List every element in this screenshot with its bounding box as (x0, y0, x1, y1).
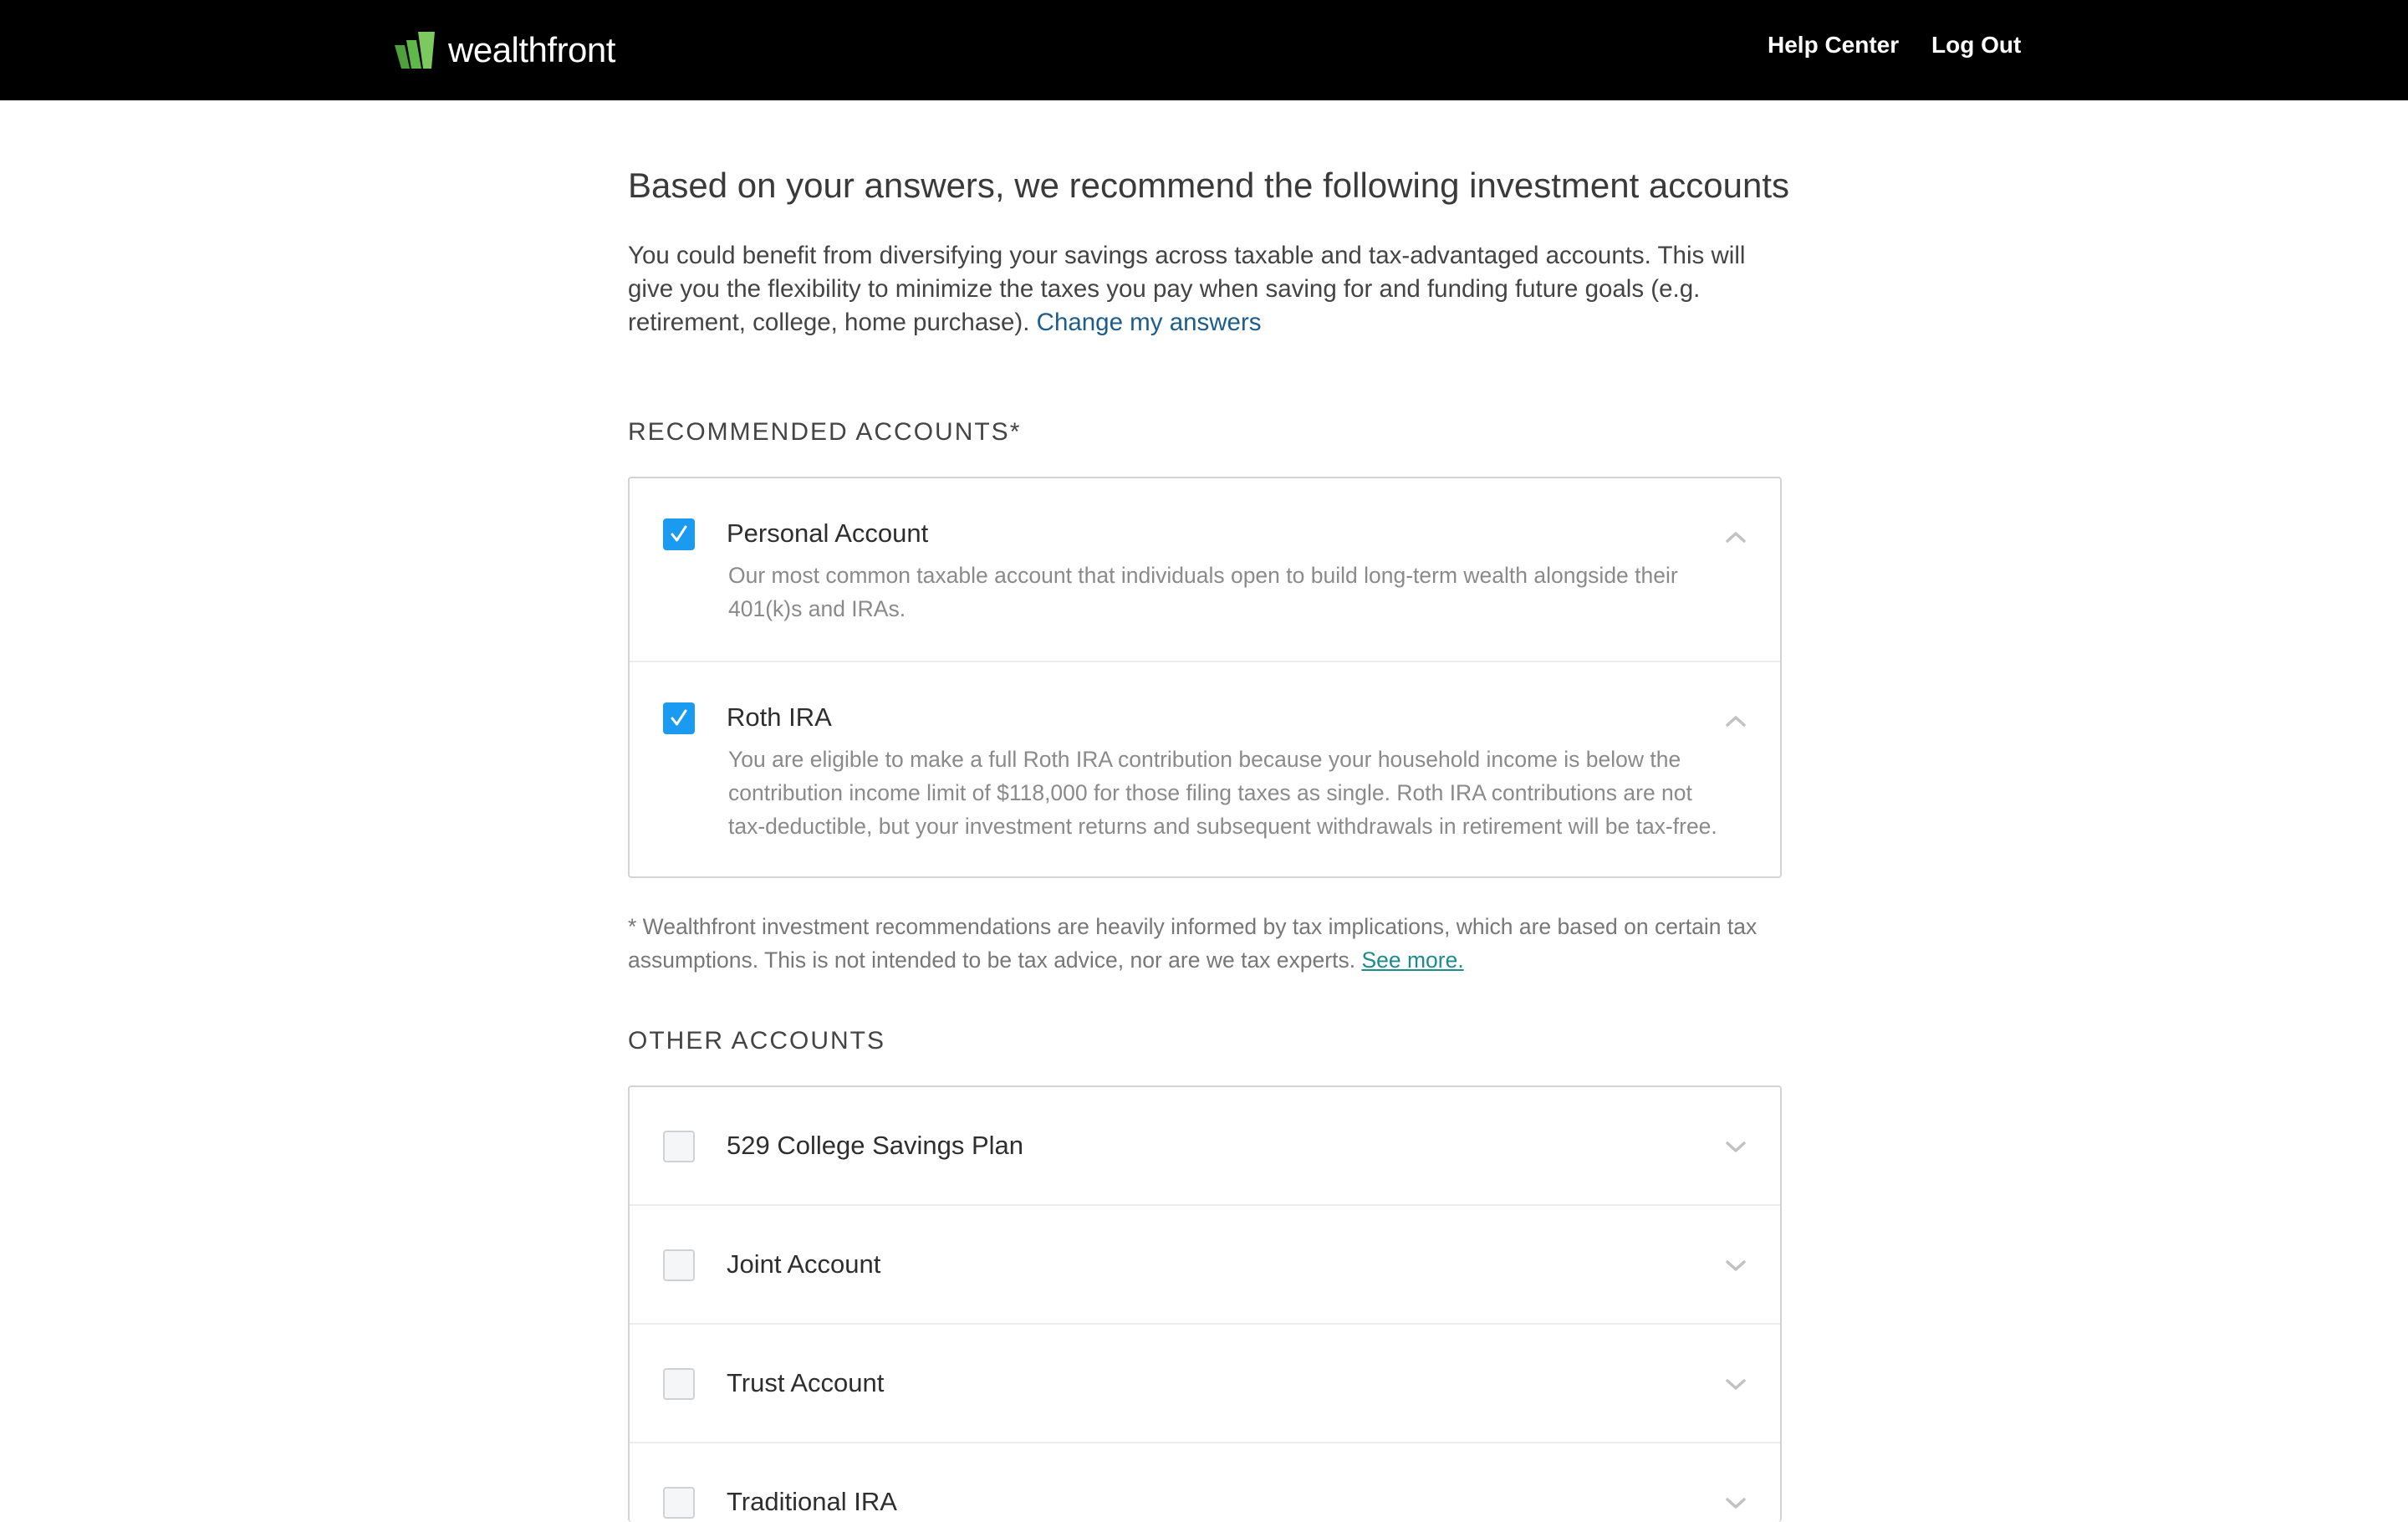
see-more-link[interactable]: See more. (1361, 947, 1464, 973)
account-row-529-college-savings[interactable] (630, 1087, 1780, 1206)
trust-account-checkbox[interactable] (663, 1368, 695, 1400)
account-title: 529 College Savings Plan (727, 1131, 1024, 1160)
account-title: Personal Account (727, 518, 929, 548)
account-title: Trust Account (727, 1368, 885, 1397)
intro-text: You could benefit from diversifying your savings across taxable and tax-advantaged accounts. This will give you the flexibility to minimize the taxes you pay when saving for and funding future goals (e.g. retirement, college, home purchase). (628, 242, 1746, 336)
traditional-ira-checkbox[interactable] (663, 1487, 695, 1519)
wealthfront-logo-icon (395, 30, 440, 70)
chevron-up-icon[interactable] (1723, 529, 1748, 545)
account-description: Our most common taxable account that individuals open to build long-term wealth alongside their 401(k)s and IRAs. (728, 563, 1678, 621)
personal-account-checkbox[interactable] (663, 518, 695, 550)
checkmark-icon (667, 523, 691, 546)
account-title: Roth IRA (727, 702, 832, 732)
account-row-traditional-ira[interactable] (630, 1443, 1780, 1522)
other-accounts-heading: OTHER ACCOUNTS (628, 1027, 886, 1055)
account-row-trust[interactable] (630, 1325, 1780, 1443)
page-title: Based on your answers, we recommend the following investment accounts (628, 166, 1790, 205)
chevron-down-icon[interactable] (1723, 1376, 1748, 1393)
top-navigation-bar (0, 0, 2408, 100)
chevron-down-icon[interactable] (1723, 1495, 1748, 1512)
other-accounts-card (628, 1085, 1782, 1522)
chevron-down-icon[interactable] (1723, 1139, 1748, 1156)
chevron-down-icon[interactable] (1723, 1258, 1748, 1274)
roth-ira-checkbox[interactable] (663, 702, 695, 734)
recommended-accounts-heading: RECOMMENDED ACCOUNTS* (628, 418, 1022, 446)
help-center-link[interactable]: Help Center (1768, 32, 1900, 58)
account-title: Joint Account (727, 1249, 881, 1279)
disclaimer-text: * Wealthfront investment recommendations are heavily informed by tax implications, which are based on certain tax assumptions. This is not intended to be tax advice, nor are we tax experts. (628, 914, 1758, 973)
checkmark-icon (667, 707, 691, 730)
brand[interactable] (395, 27, 615, 74)
intro-paragraph (628, 239, 1782, 340)
tax-disclaimer (628, 910, 1778, 977)
chevron-up-icon[interactable] (1723, 712, 1748, 729)
recommended-accounts-card (628, 477, 1782, 878)
log-out-link[interactable]: Log Out (1931, 32, 2022, 58)
account-row-joint[interactable] (630, 1206, 1780, 1325)
brand-name: wealthfront (448, 30, 615, 69)
529-plan-checkbox[interactable] (663, 1131, 695, 1162)
account-row-personal[interactable] (630, 478, 1780, 662)
account-description: You are eligible to make a full Roth IRA contribution because your household income is below the contribution income limit of $118,000 for those filing taxes as single. Roth IRA contributions are not tax-deductible, but your investment returns and subsequent withdrawals in retirement will be tax-free. (728, 747, 1717, 839)
change-answers-link[interactable]: Change my answers (1036, 309, 1262, 336)
account-title: Traditional IRA (727, 1487, 897, 1516)
account-row-roth-ira[interactable] (630, 662, 1780, 876)
joint-account-checkbox[interactable] (663, 1249, 695, 1281)
